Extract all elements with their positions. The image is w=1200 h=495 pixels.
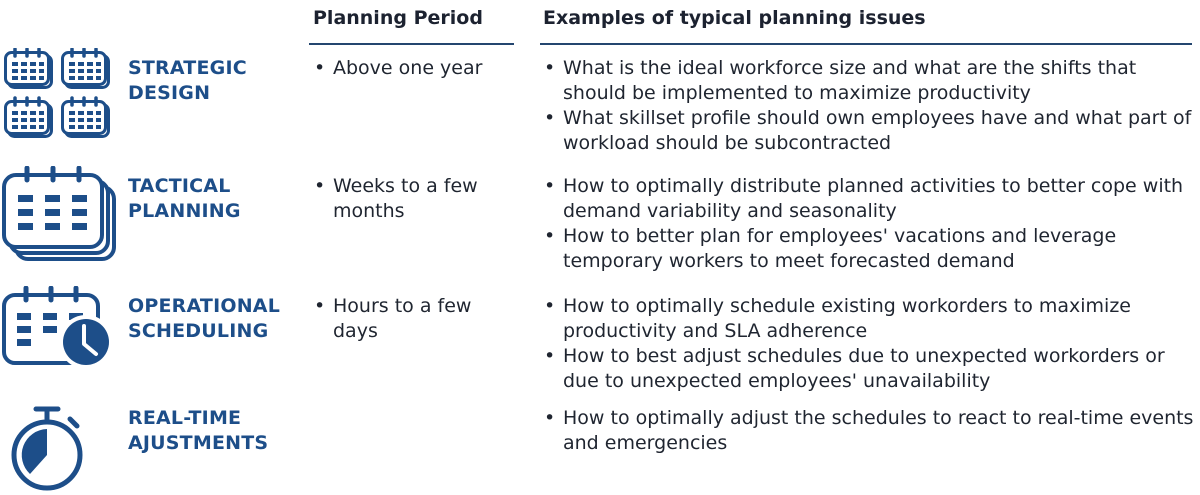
period-item: • Hours to a few days: [311, 294, 516, 344]
period-header-rule: [309, 43, 514, 45]
issue-item: • How to best adjust schedules due to unexpected workorders or due to unexpected employees' unavailability: [541, 344, 1196, 394]
stacked-calendar-icon: [0, 166, 120, 266]
issue-item: • How to optimally distribute planned activities to better cope with demand variability and seasonality: [541, 174, 1196, 224]
level-title-line: AJUSTMENTS: [128, 432, 269, 454]
period-list: [311, 174, 516, 224]
period-list: [311, 294, 516, 344]
issues-header-rule: [540, 43, 1192, 45]
issues-list: [541, 406, 1196, 456]
issues-list: [541, 294, 1196, 394]
issues-list: [541, 174, 1196, 274]
level-title-line: REAL-TIME: [128, 407, 242, 429]
period-item: • Weeks to a few months: [311, 174, 516, 224]
level-title-line: TACTICAL: [128, 175, 231, 197]
period-column-header: Planning Period: [313, 7, 483, 29]
issues-column-header: Examples of typical planning issues: [543, 7, 926, 29]
issue-item: • How to optimally adjust the schedules to react to real-time events and emergencies: [541, 406, 1196, 456]
level-title-line: DESIGN: [128, 82, 211, 104]
level-title-operational-scheduling: [128, 294, 280, 344]
stopwatch-icon: [0, 405, 90, 493]
calendar-clock-icon: [0, 286, 120, 368]
level-title-line: STRATEGIC: [128, 57, 247, 79]
issue-item: • What is the ideal workforce size and what are the shifts that should be implemented to maximize productivity: [541, 56, 1196, 106]
issues-list: [541, 56, 1196, 156]
level-title-line: OPERATIONAL: [128, 295, 281, 317]
level-title-strategic-design: [128, 56, 247, 106]
issue-item: • How to better plan for employees' vacations and leverage temporary workers to meet forecasted demand: [541, 224, 1196, 274]
four-calendars-icon: [0, 48, 115, 143]
level-title-tactical-planning: [128, 174, 241, 224]
issue-item: • What skillset profile should own employees have and what part of workload should be subcontracted: [541, 106, 1196, 156]
level-title-real-time-ajustments: [128, 406, 268, 456]
issue-item: • How to optimally schedule existing workorders to maximize productivity and SLA adherence: [541, 294, 1196, 344]
level-title-line: PLANNING: [128, 200, 241, 222]
period-list: [311, 56, 516, 81]
period-item: • Above one year: [311, 56, 516, 81]
level-title-line: SCHEDULING: [128, 320, 269, 342]
